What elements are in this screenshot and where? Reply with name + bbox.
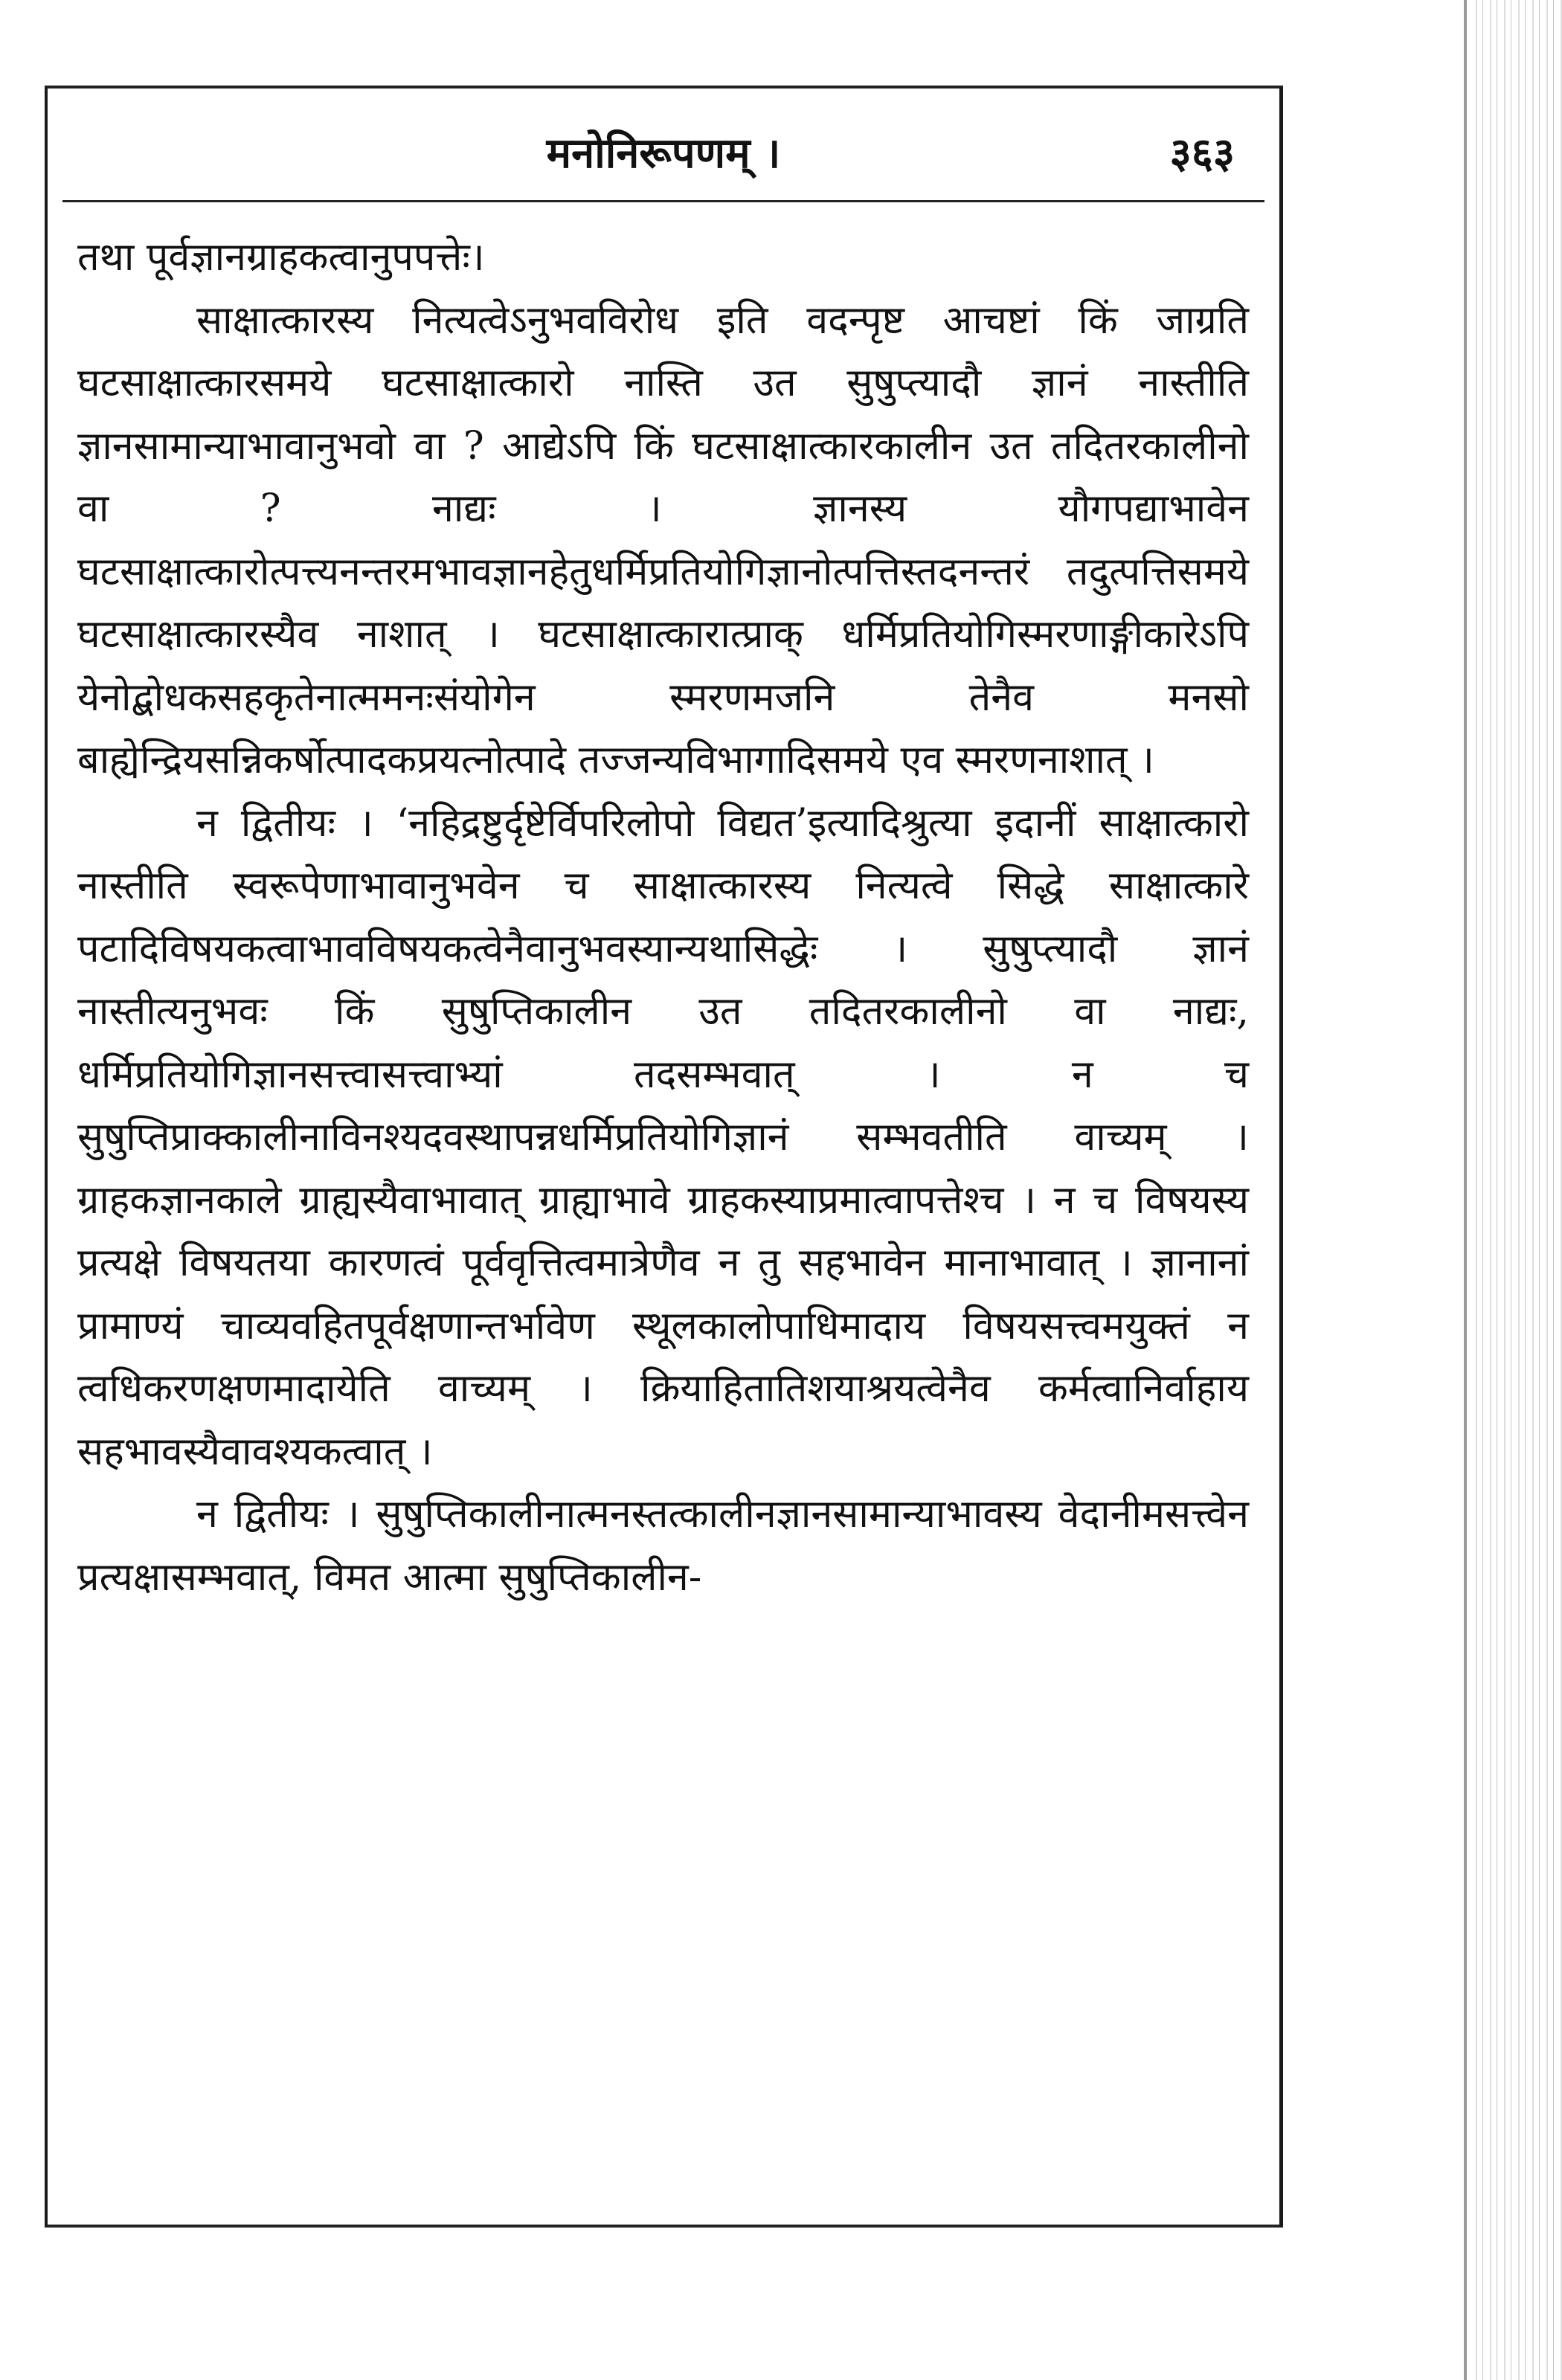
book-spine-edge — [1464, 0, 1467, 2380]
paragraph-na-dvitiya-first: न द्वितीयः । ‘नहिद्रष्टुर्दृष्टेर्विपरिलोपो विद्यत’इत्यादिश्रुत्या इदानीं साक्षात्कारो नास्तीति स्वरूपेणाभावानुभवेन च साक्षात्कारस्य नित्यत्वे सिद्धे साक्षात्कारे पटादिविषयकत्वाभावविषयकत्वेनैवानुभवस्यान्यथासिद्धेः । सुषुप्त्यादौ ज्ञानं नास्तीत्यनुभवः किं सुषुप्तिकालीन उत तदितरकालीनो वा नाद्यः, धर्मिप्रतियोगिज्ञानसत्त्वासत्त्वाभ्यां तदसम्भवात् । न च सुषुप्तिप्राक्कालीनाविनश्यदवस्थापन्नधर्मिप्रतियोगिज्ञानं सम्भवतीति वाच्यम् । ग्राहकज्ञानकाले ग्राह्यस्यैवाभावात् ग्राह्याभावे ग्राहकस्याप्रमात्वापत्तेश्च । न च विषयस्य प्रत्यक्षे विषयतया कारणत्वं पूर्ववृत्तित्वमात्रेणैव न तु सहभावेन मानाभावात् । ज्ञानानां प्रामाण्यं चाव्यवहितपूर्वक्षणान्तर्भावेण स्थूलकालोपाधिमादाय विषयसत्त्वमयुक्तं न त्वधिकरणक्षणमादायेति वाच्यम् । क्रियाहितातिशयाश्रयत्वेनैव कर्मत्वानिर्वाहाय सहभावस्यैवावश्यकत्वात् । — [77, 800, 1249, 1474]
header-divider — [62, 200, 1264, 202]
page-body — [48, 226, 1279, 1609]
paragraph-na-dvitiya-second: न द्वितीयः । सुषुप्तिकालीनात्मनस्तत्कालीनज्ञानसामान्याभावस्य वेदानीमसत्त्वेन प्रत्यक्षासम्भवात्, विमत आत्मा सुषुप्तिकालीन- — [77, 1492, 1249, 1600]
page-header — [48, 120, 1279, 187]
page-frame — [45, 86, 1283, 2228]
running-title: मनोनिरूपणम् । — [546, 129, 781, 178]
book-spine-shadow — [1469, 0, 1562, 2380]
page-number: ३६३ — [1169, 129, 1235, 178]
paragraph-sakshatkara: साक्षात्कारस्य नित्यत्वेऽनुभवविरोध इति वदन्पृष्ट आचष्टां किं जाग्रति घटसाक्षात्कारसमये घटसाक्षात्कारो नास्ति उत सुषुप्त्यादौ ज्ञानं नास्तीति ज्ञानसामान्याभावानुभवो वा ? आद्येऽपि किं घटसाक्षात्कारकालीन उत तदितरकालीनो वा ? नाद्यः । ज्ञानस्य यौगपद्याभावेन घटसाक्षात्कारोत्पत्त्यनन्तरमभावज्ञानहेतुधर्मिप्रतियोगिज्ञानोत्पत्तिस्तदनन्तरं तदुत्पत्तिसमये घटसाक्षात्कारस्यैव नाशात् । घटसाक्षात्कारात्प्राक् धर्मिप्रतियोगिस्मरणाङ्गीकारेऽपि येनोद्बोधकसहकृतेनात्ममनःसंयोगेन स्मरणमजनि तेनैव मनसो बाह्येन्द्रियसन्निकर्षोत्पादकप्रयत्नोत्पादे तज्जन्यविभागादिसमये एव स्मरणनाशात् । — [77, 298, 1249, 782]
paragraph-opening-line: तथा पूर्वज्ञानग्राहकत्वानुपपत्तेः। — [77, 235, 485, 280]
